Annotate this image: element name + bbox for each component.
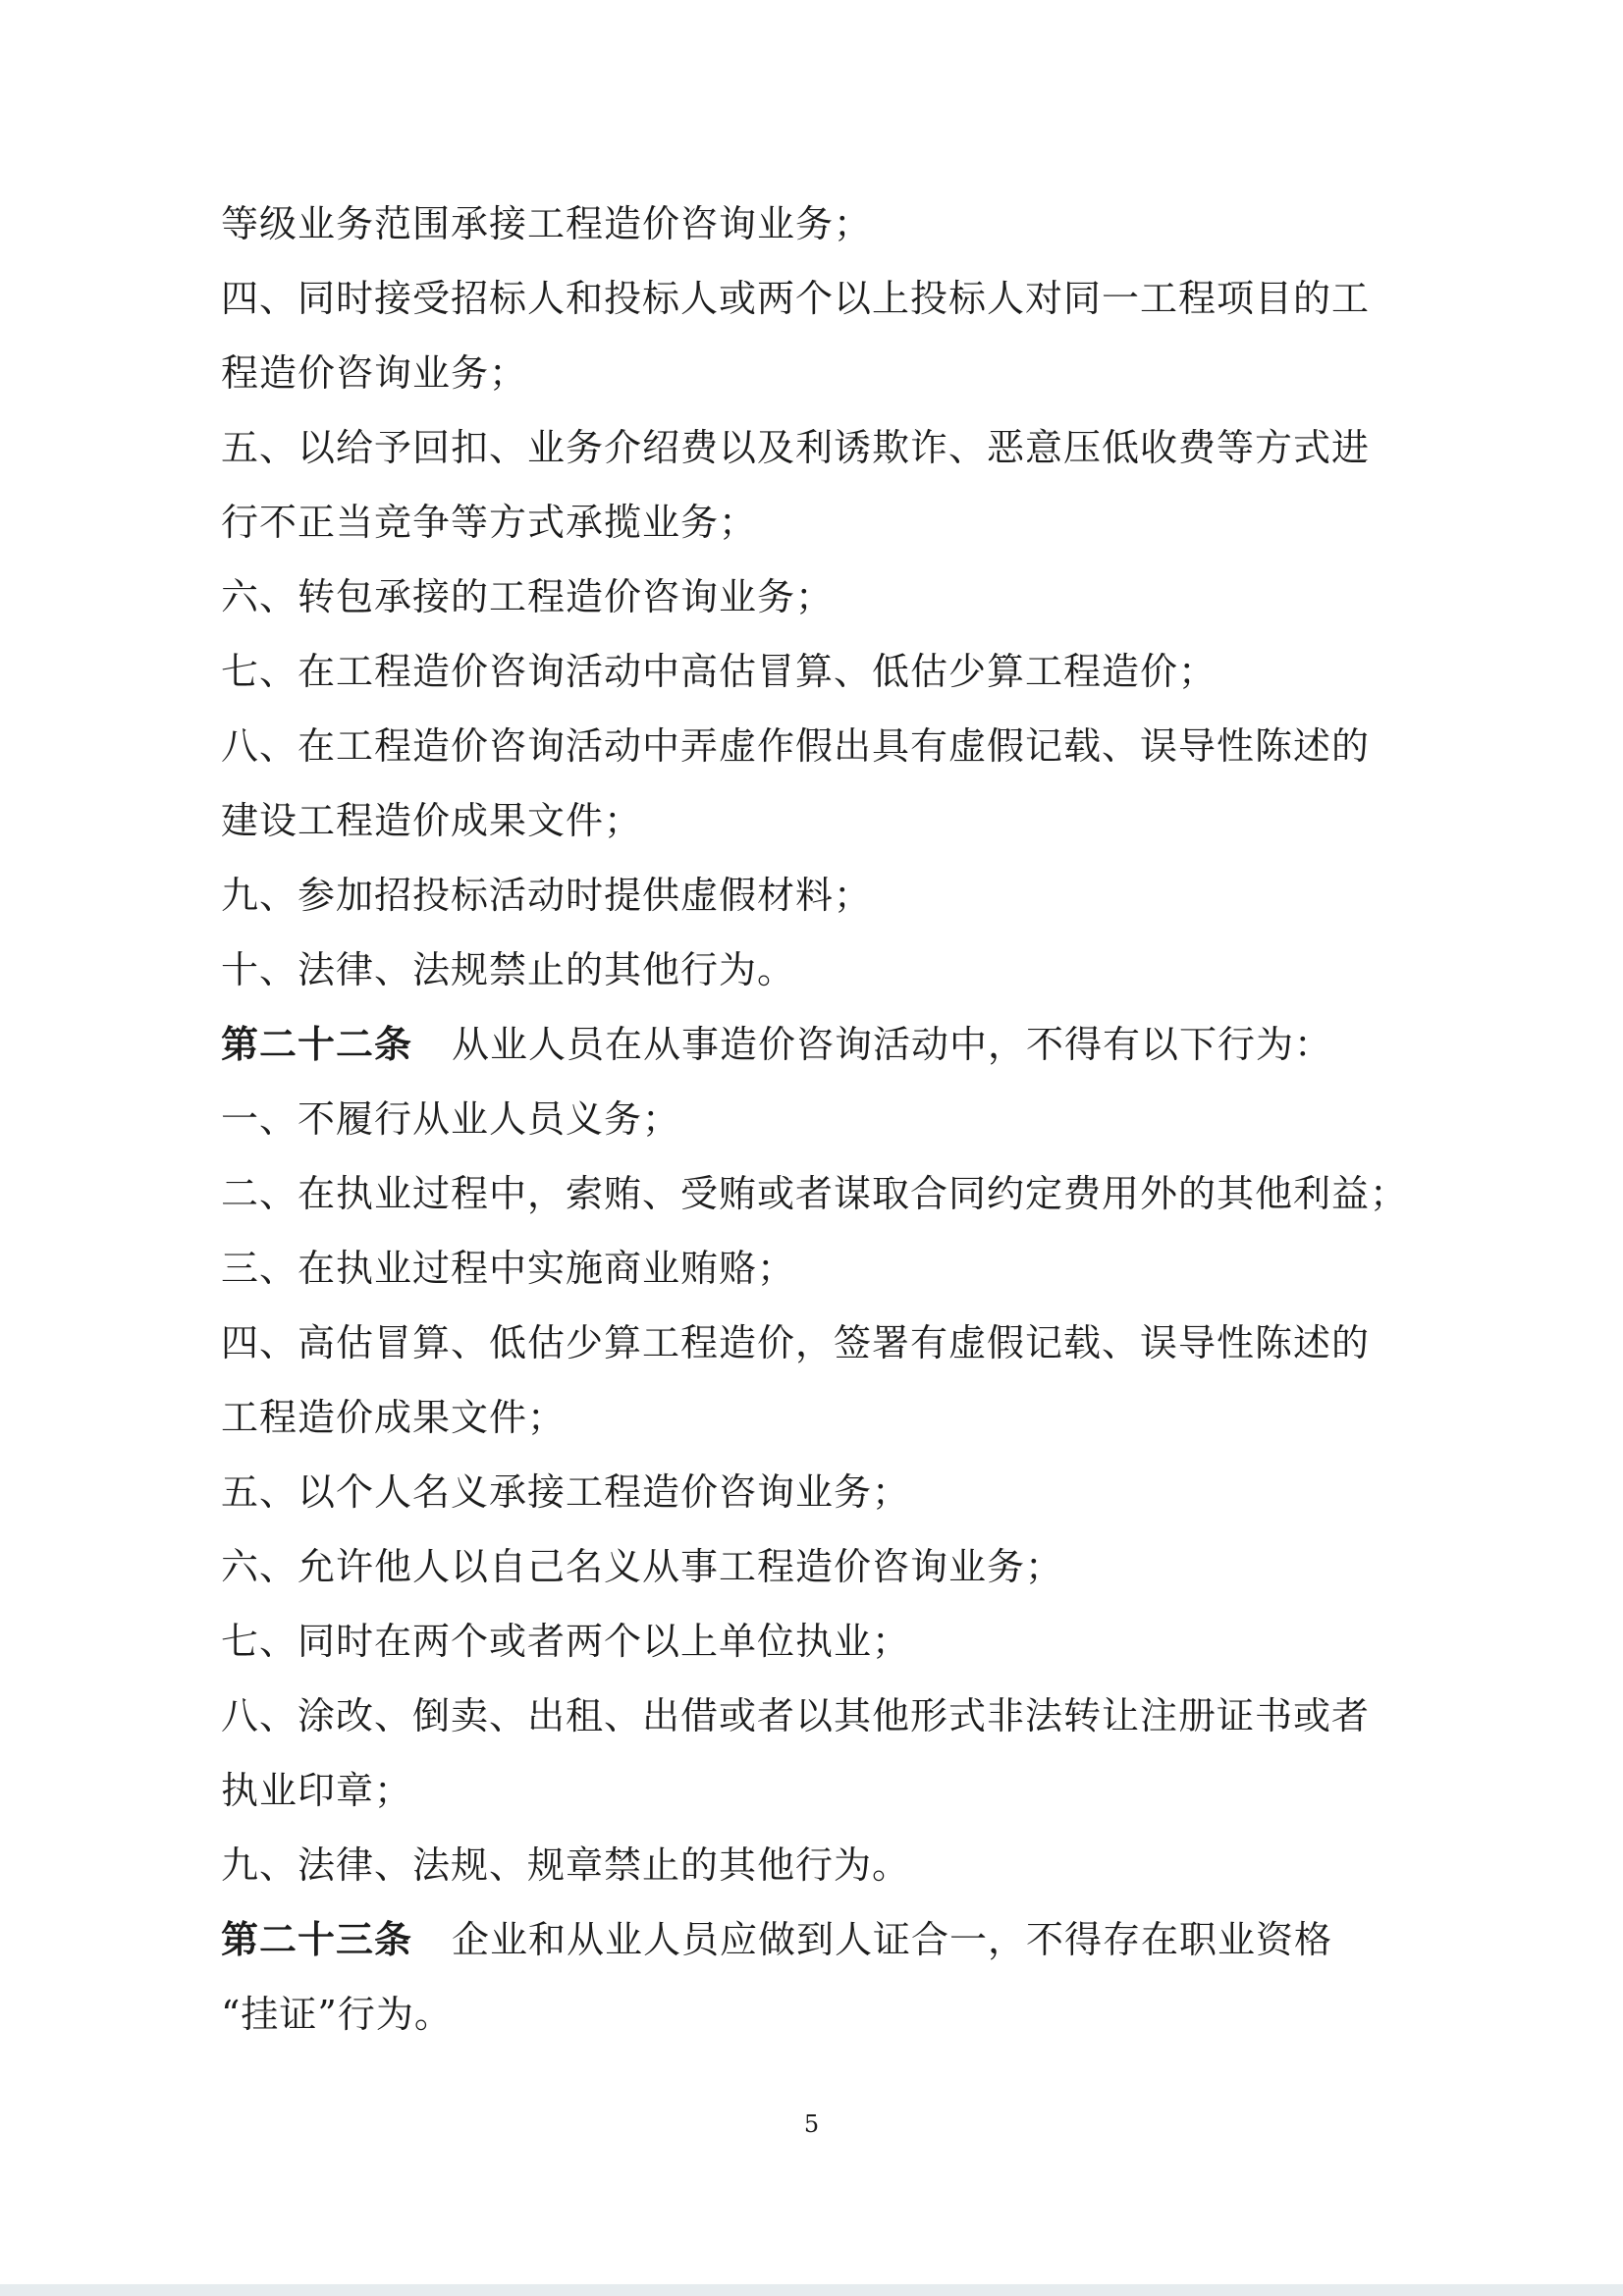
text-line: 执业印章；	[221, 1769, 413, 1812]
article-22-heading: 第二十二条	[221, 1022, 413, 1066]
text-line: 二、在执业过程中，索贿、受贿或者谋取合同约定费用外的其他利益；	[221, 1172, 1409, 1215]
text-line: 行不正当竞争等方式承揽业务；	[221, 501, 758, 544]
text-line: 五、以个人名义承接工程造价咨询业务；	[221, 1470, 911, 1514]
text-line: 四、高估冒算、低估少算工程造价，签署有虚假记载、误导性陈述的	[221, 1321, 1371, 1364]
text-line: 三、在执业过程中实施商业贿赂；	[221, 1247, 796, 1290]
text-line: 六、允许他人以自己名义从事工程造价咨询业务；	[221, 1545, 1064, 1588]
text-line: 七、在工程造价咨询活动中高估冒算、低估少算工程造价；	[221, 650, 1217, 693]
text-line: 工程造价成果文件；	[221, 1396, 567, 1439]
text-line: 建设工程造价成果文件；	[221, 799, 643, 842]
text-line: 七、同时在两个或者两个以上单位执业；	[221, 1620, 911, 1663]
article-23-heading: 第二十三条	[221, 1917, 413, 1961]
text-line: 十、法律、法规禁止的其他行为。	[221, 948, 796, 991]
scan-edge	[0, 2284, 1623, 2296]
text-line: 九、参加招投标活动时提供虚假材料；	[221, 874, 873, 917]
text-line: 一、不履行从业人员义务；	[221, 1097, 681, 1141]
text-line: 四、同时接受招标人和投标人或两个以上投标人对同一工程项目的工	[221, 277, 1371, 320]
text-line: 五、以给予回扣、业务介绍费以及利诱欺诈、恶意压低收费等方式进	[221, 426, 1371, 469]
article-23	[221, 1902, 1360, 1977]
article-22	[221, 1007, 1360, 1082]
article-23-body: 企业和从业人员应做到人证合一，不得存在职业资格	[452, 1918, 1333, 1961]
text-line: 六、转包承接的工程造价咨询业务；	[221, 575, 835, 618]
text-line: 八、涂改、倒卖、出租、出借或者以其他形式非法转让注册证书或者	[221, 1694, 1371, 1737]
text-line: 等级业务范围承接工程造价咨询业务；	[221, 202, 873, 245]
text-line: 八、在工程造价咨询活动中弄虚作假出具有虚假记载、误导性陈述的	[221, 724, 1371, 768]
text-line: 程造价咨询业务；	[221, 351, 528, 395]
text-line: 九、法律、法规、规章禁止的其他行为。	[221, 1843, 911, 1887]
article-23-continuation: “挂证”行为。	[221, 1993, 453, 2036]
page-number: 5	[803, 2110, 820, 2138]
article-22-body: 从业人员在从事造价咨询活动中，不得有以下行为：	[452, 1023, 1333, 1066]
document-body	[221, 187, 1409, 2052]
